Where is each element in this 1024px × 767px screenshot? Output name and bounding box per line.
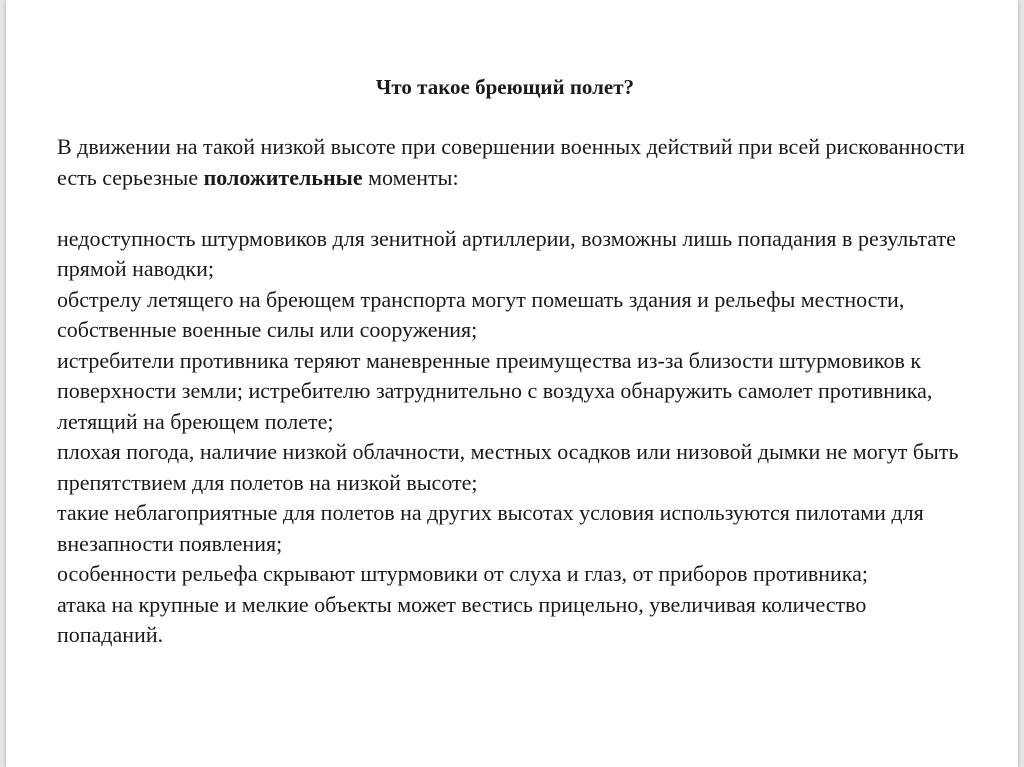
list-item: истребители противника теряют маневренные преимущества из-за близости штурмовиков к поверхности земли; истребителю затруднительно с воздуха обнаружить самолет противника, летящий на бреющем полете;: [57, 347, 933, 434]
slide-body: [57, 132, 977, 651]
list-item: плохая погода, наличие низкой облачности, местных осадков или низовой дымки не могут быть препятствием для полетов на низкой высоте;: [57, 439, 959, 495]
list-item: недоступность штурмовиков для зенитной артиллерии, возможны лишь попадания в результате прямой наводки;: [57, 225, 956, 281]
intro-text-before: В движении на такой низкой высоте при совершении военных действий при всей рискованности есть серьезные: [57, 134, 965, 190]
slide: [6, 0, 1018, 767]
list-item: атака на крупные и мелкие объекты может вестись прицельно, увеличивая количество попаданий.: [57, 591, 867, 647]
intro-paragraph: [57, 132, 977, 193]
list-item: особенности рельефа скрывают штурмовики от слуха и глаз, от приборов противника;: [57, 561, 869, 586]
list-item: обстрелу летящего на бреющем транспорта могут помешать здания и рельефы местности, собственные военные силы или сооружения;: [57, 286, 905, 342]
slide-title: Что такое бреющий полет?: [375, 75, 635, 99]
list-item: такие неблагоприятные для полетов на других высотах условия используются пилотами для внезапности появления;: [57, 500, 924, 556]
intro-text-after: моменты:: [362, 164, 459, 190]
intro-bold-word: положительные: [203, 164, 363, 190]
